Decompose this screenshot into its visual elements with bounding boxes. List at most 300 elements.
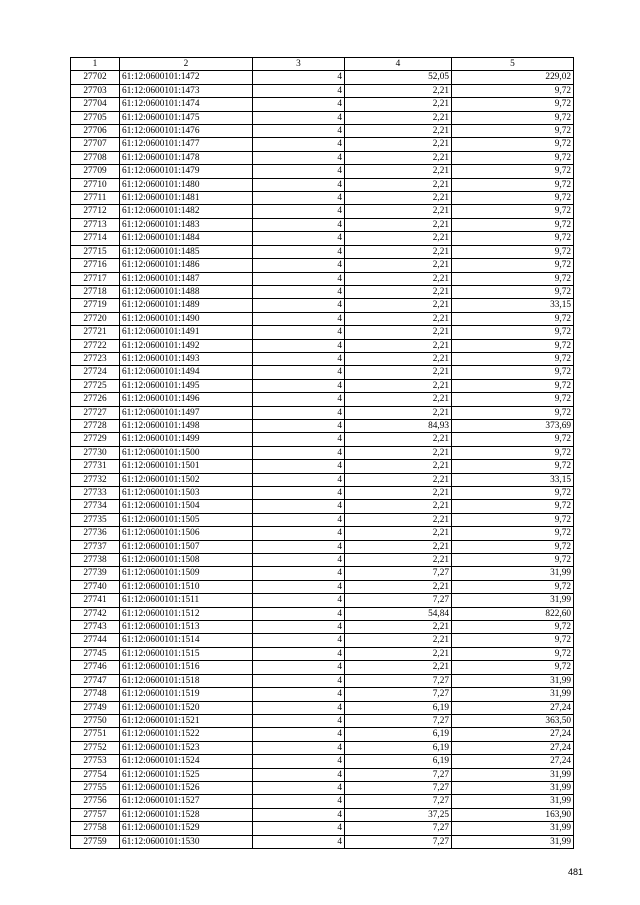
table-row: [71, 755, 574, 768]
column-header-1: 1: [71, 58, 120, 71]
category-cell: 4: [253, 379, 345, 392]
category-cell: 4: [253, 165, 345, 178]
table-row: [71, 688, 574, 701]
cadastral-number-cell: 61:12:0600101:1507: [120, 540, 253, 553]
cadastral-number-cell: 61:12:0600101:1485: [120, 245, 253, 258]
table-row: [71, 138, 574, 151]
value-cell: 9,72: [452, 634, 574, 647]
category-cell: 4: [253, 554, 345, 567]
value-cell: 31,99: [452, 567, 574, 580]
row-number-cell: 27718: [71, 285, 120, 298]
value-cell: 33,15: [452, 299, 574, 312]
table-row: [71, 192, 574, 205]
value-cell: 9,72: [452, 500, 574, 513]
row-number-cell: 27742: [71, 607, 120, 620]
row-number-cell: 27711: [71, 192, 120, 205]
area-cell: 84,93: [345, 419, 452, 432]
row-number-cell: 27708: [71, 151, 120, 164]
area-cell: 2,21: [345, 580, 452, 593]
area-cell: 7,27: [345, 835, 452, 848]
row-number-cell: 27737: [71, 540, 120, 553]
table-row: [71, 259, 574, 272]
area-cell: 7,27: [345, 795, 452, 808]
row-number-cell: 27735: [71, 513, 120, 526]
category-cell: 4: [253, 285, 345, 298]
table-row: [71, 326, 574, 339]
cadastral-number-cell: 61:12:0600101:1524: [120, 755, 253, 768]
row-number-cell: 27757: [71, 808, 120, 821]
value-cell: 9,72: [452, 647, 574, 660]
area-cell: 2,21: [345, 205, 452, 218]
row-number-cell: 27743: [71, 621, 120, 634]
table-row: [71, 661, 574, 674]
value-cell: 9,72: [452, 326, 574, 339]
row-number-cell: 27706: [71, 125, 120, 138]
area-cell: 6,19: [345, 741, 452, 754]
table-row: [71, 580, 574, 593]
cadastral-number-cell: 61:12:0600101:1477: [120, 138, 253, 151]
table-row: [71, 178, 574, 191]
cadastral-number-cell: 61:12:0600101:1495: [120, 379, 253, 392]
area-cell: 6,19: [345, 701, 452, 714]
row-number-cell: 27745: [71, 647, 120, 660]
category-cell: 4: [253, 808, 345, 821]
category-cell: 4: [253, 366, 345, 379]
table-row: [71, 781, 574, 794]
cadastral-number-cell: 61:12:0600101:1497: [120, 406, 253, 419]
table-row: [71, 339, 574, 352]
category-cell: 4: [253, 701, 345, 714]
value-cell: 9,72: [452, 245, 574, 258]
area-cell: 2,21: [345, 259, 452, 272]
table-row: [71, 379, 574, 392]
area-cell: 2,21: [345, 554, 452, 567]
cadastral-number-cell: 61:12:0600101:1516: [120, 661, 253, 674]
table-row: [71, 312, 574, 325]
area-cell: 2,21: [345, 138, 452, 151]
row-number-cell: 27759: [71, 835, 120, 848]
value-cell: 9,72: [452, 393, 574, 406]
category-cell: 4: [253, 795, 345, 808]
value-cell: 9,72: [452, 580, 574, 593]
area-cell: 52,05: [345, 71, 452, 84]
value-cell: 9,72: [452, 138, 574, 151]
value-cell: 9,72: [452, 205, 574, 218]
table-row: [71, 285, 574, 298]
value-cell: 9,72: [452, 661, 574, 674]
area-cell: 2,21: [345, 98, 452, 111]
area-cell: 2,21: [345, 473, 452, 486]
column-header-5: 5: [452, 58, 574, 71]
value-cell: 31,99: [452, 594, 574, 607]
table-row: [71, 741, 574, 754]
row-number-cell: 27702: [71, 71, 120, 84]
area-cell: 54,84: [345, 607, 452, 620]
value-cell: 9,72: [452, 379, 574, 392]
value-cell: 9,72: [452, 433, 574, 446]
category-cell: 4: [253, 205, 345, 218]
value-cell: 31,99: [452, 795, 574, 808]
category-cell: 4: [253, 473, 345, 486]
row-number-cell: 27750: [71, 714, 120, 727]
table-row: [71, 674, 574, 687]
row-number-cell: 27731: [71, 460, 120, 473]
cadastral-number-cell: 61:12:0600101:1515: [120, 647, 253, 660]
area-cell: 2,21: [345, 433, 452, 446]
cadastral-number-cell: 61:12:0600101:1509: [120, 567, 253, 580]
category-cell: 4: [253, 500, 345, 513]
cadastral-number-cell: 61:12:0600101:1519: [120, 688, 253, 701]
value-cell: 31,99: [452, 674, 574, 687]
cadastral-number-cell: 61:12:0600101:1530: [120, 835, 253, 848]
cadastral-number-cell: 61:12:0600101:1520: [120, 701, 253, 714]
row-number-cell: 27710: [71, 178, 120, 191]
table-row: [71, 647, 574, 660]
area-cell: 2,21: [345, 326, 452, 339]
row-number-cell: 27756: [71, 795, 120, 808]
area-cell: 2,21: [345, 218, 452, 231]
row-number-cell: 27741: [71, 594, 120, 607]
cadastral-number-cell: 61:12:0600101:1496: [120, 393, 253, 406]
row-number-cell: 27758: [71, 822, 120, 835]
category-cell: 4: [253, 339, 345, 352]
area-cell: 7,27: [345, 714, 452, 727]
row-number-cell: 27736: [71, 527, 120, 540]
category-cell: 4: [253, 674, 345, 687]
row-number-cell: 27705: [71, 111, 120, 124]
cadastral-number-cell: 61:12:0600101:1504: [120, 500, 253, 513]
table-row: [71, 446, 574, 459]
table-row: [71, 540, 574, 553]
cadastral-number-cell: 61:12:0600101:1493: [120, 352, 253, 365]
area-cell: 2,21: [345, 165, 452, 178]
value-cell: 9,72: [452, 513, 574, 526]
table-row: [71, 232, 574, 245]
value-cell: 9,72: [452, 151, 574, 164]
table-row: [71, 165, 574, 178]
row-number-cell: 27744: [71, 634, 120, 647]
category-cell: 4: [253, 151, 345, 164]
table-row: [71, 245, 574, 258]
cadastral-number-cell: 61:12:0600101:1522: [120, 728, 253, 741]
table-row: [71, 701, 574, 714]
row-number-cell: 27724: [71, 366, 120, 379]
value-cell: 9,72: [452, 84, 574, 97]
area-cell: 2,21: [345, 245, 452, 258]
cadastral-number-cell: 61:12:0600101:1529: [120, 822, 253, 835]
value-cell: 9,72: [452, 98, 574, 111]
value-cell: 373,69: [452, 419, 574, 432]
row-number-cell: 27738: [71, 554, 120, 567]
area-cell: 2,21: [345, 352, 452, 365]
row-number-cell: 27753: [71, 755, 120, 768]
cadastral-number-cell: 61:12:0600101:1500: [120, 446, 253, 459]
table-row: [71, 84, 574, 97]
category-cell: 4: [253, 393, 345, 406]
area-cell: 2,21: [345, 487, 452, 500]
area-cell: 2,21: [345, 125, 452, 138]
category-cell: 4: [253, 299, 345, 312]
cadastral-number-cell: 61:12:0600101:1488: [120, 285, 253, 298]
value-cell: 163,90: [452, 808, 574, 821]
row-number-cell: 27707: [71, 138, 120, 151]
table-row: [71, 272, 574, 285]
cadastral-number-cell: 61:12:0600101:1473: [120, 84, 253, 97]
column-header-4: 4: [345, 58, 452, 71]
value-cell: 9,72: [452, 285, 574, 298]
cadastral-number-cell: 61:12:0600101:1487: [120, 272, 253, 285]
table-row: [71, 513, 574, 526]
category-cell: 4: [253, 419, 345, 432]
value-cell: 9,72: [452, 406, 574, 419]
table-row: [71, 419, 574, 432]
area-cell: 2,21: [345, 540, 452, 553]
category-cell: 4: [253, 661, 345, 674]
category-cell: 4: [253, 433, 345, 446]
column-header-2: 2: [120, 58, 253, 71]
table-row: [71, 406, 574, 419]
category-cell: 4: [253, 84, 345, 97]
row-number-cell: 27739: [71, 567, 120, 580]
category-cell: 4: [253, 111, 345, 124]
page-number: 481: [567, 867, 583, 877]
table-row: [71, 205, 574, 218]
table-row: [71, 433, 574, 446]
category-cell: 4: [253, 741, 345, 754]
cadastral-number-cell: 61:12:0600101:1486: [120, 259, 253, 272]
area-cell: 7,27: [345, 822, 452, 835]
value-cell: 9,72: [452, 446, 574, 459]
area-cell: 2,21: [345, 379, 452, 392]
category-cell: 4: [253, 352, 345, 365]
cadastral-number-cell: 61:12:0600101:1494: [120, 366, 253, 379]
category-cell: 4: [253, 218, 345, 231]
category-cell: 4: [253, 822, 345, 835]
table-row: [71, 98, 574, 111]
cadastral-number-cell: 61:12:0600101:1478: [120, 151, 253, 164]
cadastral-number-cell: 61:12:0600101:1479: [120, 165, 253, 178]
cadastral-number-cell: 61:12:0600101:1472: [120, 71, 253, 84]
cadastral-number-cell: 61:12:0600101:1501: [120, 460, 253, 473]
table-row: [71, 822, 574, 835]
table-row: [71, 299, 574, 312]
value-cell: 363,50: [452, 714, 574, 727]
value-cell: 9,72: [452, 487, 574, 500]
area-cell: 2,21: [345, 312, 452, 325]
cadastral-number-cell: 61:12:0600101:1489: [120, 299, 253, 312]
area-cell: 2,21: [345, 272, 452, 285]
category-cell: 4: [253, 272, 345, 285]
cadastral-number-cell: 61:12:0600101:1508: [120, 554, 253, 567]
cadastral-number-cell: 61:12:0600101:1511: [120, 594, 253, 607]
category-cell: 4: [253, 714, 345, 727]
table-row: [71, 621, 574, 634]
cadastral-number-cell: 61:12:0600101:1525: [120, 768, 253, 781]
area-cell: 2,21: [345, 500, 452, 513]
table-row: [71, 567, 574, 580]
row-number-cell: 27709: [71, 165, 120, 178]
category-cell: 4: [253, 192, 345, 205]
cadastral-number-cell: 61:12:0600101:1480: [120, 178, 253, 191]
cadastral-number-cell: 61:12:0600101:1498: [120, 419, 253, 432]
row-number-cell: 27747: [71, 674, 120, 687]
value-cell: 9,72: [452, 218, 574, 231]
cadastral-number-cell: 61:12:0600101:1502: [120, 473, 253, 486]
cadastral-number-cell: 61:12:0600101:1483: [120, 218, 253, 231]
value-cell: 9,72: [452, 621, 574, 634]
area-cell: 7,27: [345, 567, 452, 580]
cadastral-number-cell: 61:12:0600101:1505: [120, 513, 253, 526]
value-cell: 9,72: [452, 339, 574, 352]
area-cell: 2,21: [345, 84, 452, 97]
category-cell: 4: [253, 259, 345, 272]
cadastral-number-cell: 61:12:0600101:1513: [120, 621, 253, 634]
area-cell: 2,21: [345, 647, 452, 660]
row-number-cell: 27749: [71, 701, 120, 714]
category-cell: 4: [253, 245, 345, 258]
value-cell: 27,24: [452, 755, 574, 768]
row-number-cell: 27751: [71, 728, 120, 741]
table-row: [71, 554, 574, 567]
cadastral-number-cell: 61:12:0600101:1484: [120, 232, 253, 245]
area-cell: 2,21: [345, 446, 452, 459]
value-cell: 9,72: [452, 125, 574, 138]
area-cell: 7,27: [345, 688, 452, 701]
row-number-cell: 27748: [71, 688, 120, 701]
cadastral-number-cell: 61:12:0600101:1523: [120, 741, 253, 754]
category-cell: 4: [253, 178, 345, 191]
cadastral-number-cell: 61:12:0600101:1490: [120, 312, 253, 325]
value-cell: 31,99: [452, 688, 574, 701]
value-cell: 31,99: [452, 768, 574, 781]
row-number-cell: 27730: [71, 446, 120, 459]
category-cell: 4: [253, 232, 345, 245]
value-cell: 9,72: [452, 352, 574, 365]
area-cell: 2,21: [345, 634, 452, 647]
area-cell: 2,21: [345, 232, 452, 245]
row-number-cell: 27728: [71, 419, 120, 432]
row-number-cell: 27713: [71, 218, 120, 231]
area-cell: 2,21: [345, 285, 452, 298]
value-cell: 9,72: [452, 272, 574, 285]
cadastral-number-cell: 61:12:0600101:1514: [120, 634, 253, 647]
cadastral-number-cell: 61:12:0600101:1482: [120, 205, 253, 218]
area-cell: 37,25: [345, 808, 452, 821]
area-cell: 2,21: [345, 151, 452, 164]
column-header-3: 3: [253, 58, 345, 71]
row-number-cell: 27703: [71, 84, 120, 97]
value-cell: 9,72: [452, 259, 574, 272]
table-row: [71, 125, 574, 138]
area-cell: 7,27: [345, 781, 452, 794]
table-row: [71, 71, 574, 84]
category-cell: 4: [253, 781, 345, 794]
value-cell: 9,72: [452, 527, 574, 540]
cadastral-number-cell: 61:12:0600101:1492: [120, 339, 253, 352]
data-table: [70, 57, 574, 849]
value-cell: 229,02: [452, 71, 574, 84]
row-number-cell: 27721: [71, 326, 120, 339]
row-number-cell: 27746: [71, 661, 120, 674]
area-cell: 2,21: [345, 513, 452, 526]
cadastral-number-cell: 61:12:0600101:1527: [120, 795, 253, 808]
row-number-cell: 27725: [71, 379, 120, 392]
value-cell: 27,24: [452, 741, 574, 754]
cadastral-number-cell: 61:12:0600101:1474: [120, 98, 253, 111]
table-body: [71, 71, 574, 849]
table-row: [71, 768, 574, 781]
row-number-cell: 27755: [71, 781, 120, 794]
table-row: [71, 835, 574, 848]
area-cell: 2,21: [345, 192, 452, 205]
table-row: [71, 218, 574, 231]
category-cell: 4: [253, 326, 345, 339]
category-cell: 4: [253, 647, 345, 660]
category-cell: 4: [253, 607, 345, 620]
value-cell: 27,24: [452, 701, 574, 714]
area-cell: 2,21: [345, 393, 452, 406]
area-cell: 6,19: [345, 728, 452, 741]
cadastral-number-cell: 61:12:0600101:1476: [120, 125, 253, 138]
category-cell: 4: [253, 513, 345, 526]
cadastral-number-cell: 61:12:0600101:1475: [120, 111, 253, 124]
row-number-cell: 27727: [71, 406, 120, 419]
area-cell: 2,21: [345, 406, 452, 419]
row-number-cell: 27734: [71, 500, 120, 513]
value-cell: 9,72: [452, 111, 574, 124]
table-row: [71, 393, 574, 406]
table-row: [71, 795, 574, 808]
row-number-cell: 27714: [71, 232, 120, 245]
table-row: [71, 500, 574, 513]
row-number-cell: 27715: [71, 245, 120, 258]
table-row: [71, 594, 574, 607]
value-cell: 9,72: [452, 178, 574, 191]
row-number-cell: 27732: [71, 473, 120, 486]
category-cell: 4: [253, 487, 345, 500]
category-cell: 4: [253, 460, 345, 473]
cadastral-number-cell: 61:12:0600101:1528: [120, 808, 253, 821]
value-cell: 33,15: [452, 473, 574, 486]
area-cell: 2,21: [345, 621, 452, 634]
area-cell: 7,27: [345, 594, 452, 607]
table-row: [71, 808, 574, 821]
table-header-row: [71, 58, 574, 71]
table-row: [71, 527, 574, 540]
category-cell: 4: [253, 71, 345, 84]
cadastral-number-cell: 61:12:0600101:1499: [120, 433, 253, 446]
category-cell: 4: [253, 125, 345, 138]
row-number-cell: 27733: [71, 487, 120, 500]
category-cell: 4: [253, 835, 345, 848]
category-cell: 4: [253, 768, 345, 781]
area-cell: 7,27: [345, 768, 452, 781]
category-cell: 4: [253, 312, 345, 325]
category-cell: 4: [253, 688, 345, 701]
table-row: [71, 111, 574, 124]
area-cell: 6,19: [345, 755, 452, 768]
area-cell: 2,21: [345, 178, 452, 191]
category-cell: 4: [253, 580, 345, 593]
row-number-cell: 27752: [71, 741, 120, 754]
row-number-cell: 27723: [71, 352, 120, 365]
table-row: [71, 151, 574, 164]
category-cell: 4: [253, 540, 345, 553]
table-row: [71, 607, 574, 620]
row-number-cell: 27722: [71, 339, 120, 352]
row-number-cell: 27717: [71, 272, 120, 285]
row-number-cell: 27720: [71, 312, 120, 325]
